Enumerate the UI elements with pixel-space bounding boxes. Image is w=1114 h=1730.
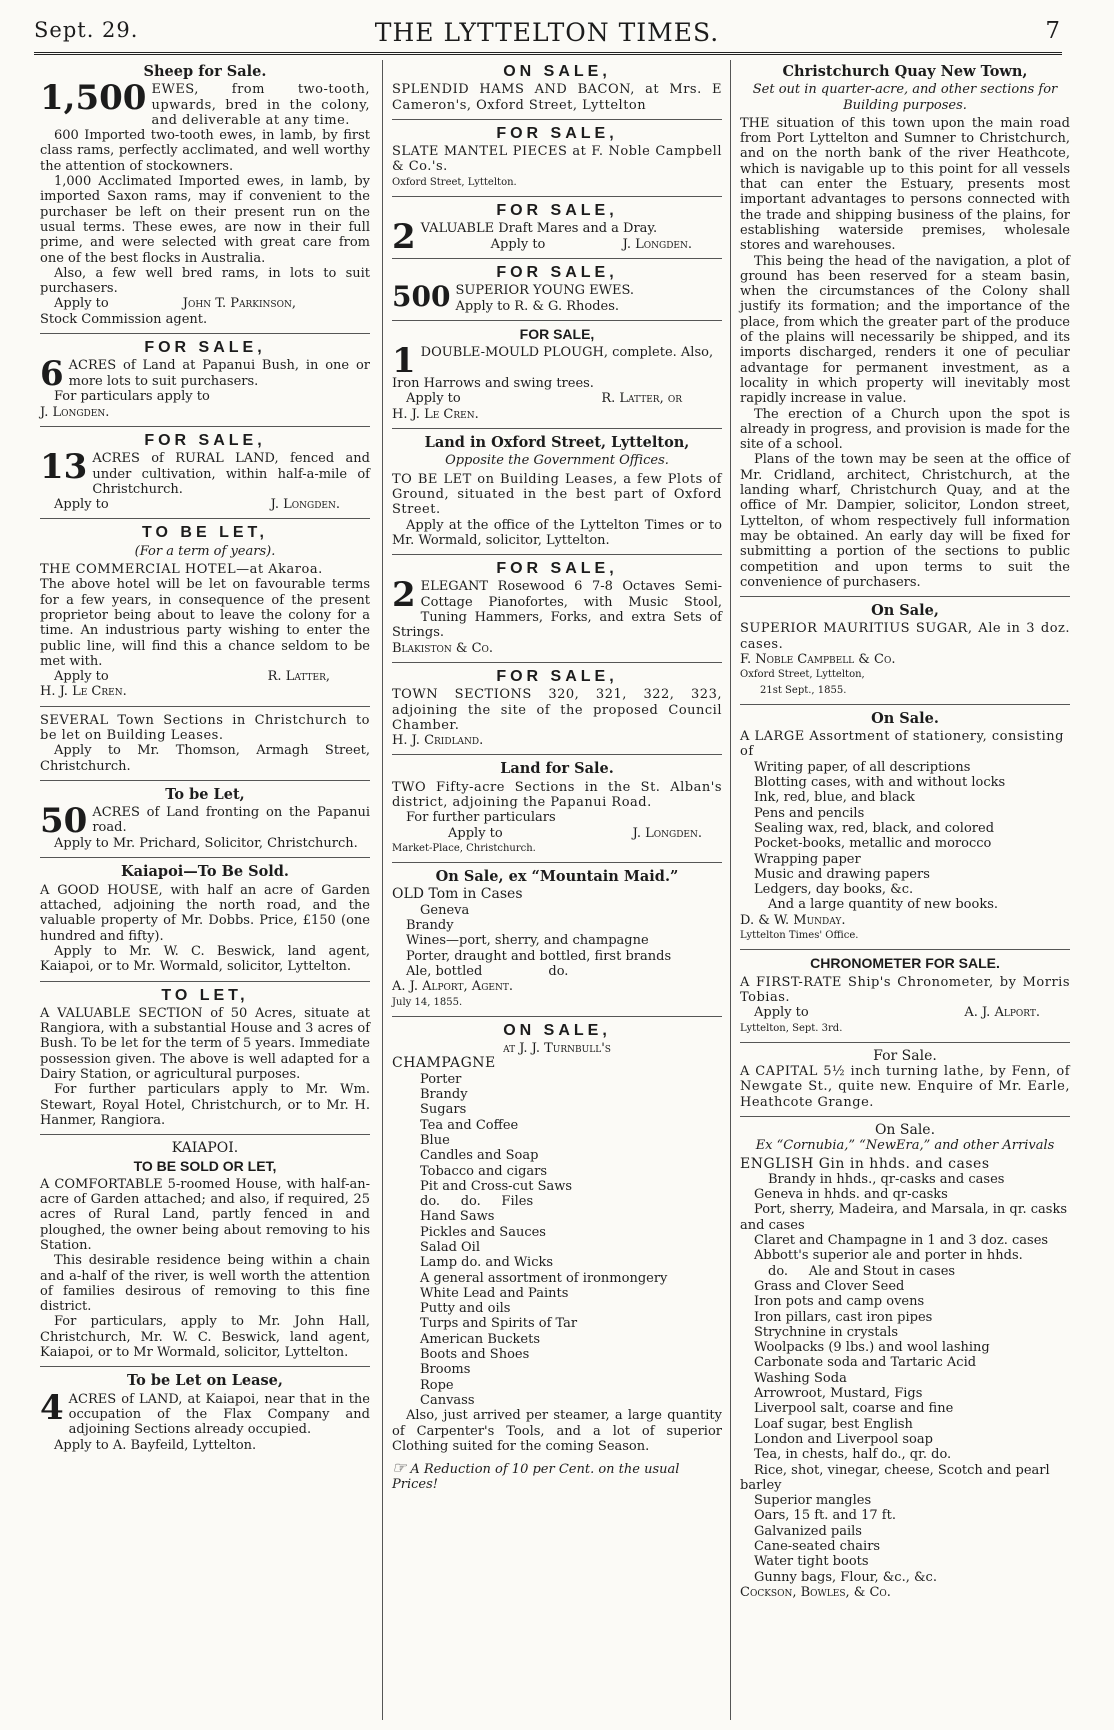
divider [392, 119, 722, 120]
masthead [34, 18, 1060, 46]
ad-heading: FOR SALE, [519, 325, 595, 342]
ad-subheading: at J. J. Turnbull's [503, 1041, 611, 1057]
ad-plough [392, 327, 722, 422]
list-item: A general assortment of ironmongery [420, 1270, 668, 1286]
ad-heading: Kaiapoi—To Be Sold. [121, 863, 289, 881]
ad-turnbull [392, 1023, 722, 1493]
ad-town-sections [40, 713, 370, 774]
list-item: Ledgers, day books, &c. [754, 882, 914, 898]
ad-contact: J. Longden. [622, 236, 692, 252]
ad-text: SPLENDID HAMS AND BACON, at Mrs. E Cameron's, Oxford Street, Lyttelton [392, 82, 722, 113]
divider [392, 428, 722, 429]
divider [740, 1042, 1070, 1043]
ad-heading: On Sale, [871, 602, 939, 620]
ad-contact: John T. Parkinson, [182, 296, 296, 312]
list-item: And a large quantity of new books. [768, 897, 999, 913]
ad-apply: Apply to [490, 236, 546, 252]
list-item: Brandy [420, 1087, 468, 1103]
list-item: Galvanized pails [754, 1523, 862, 1539]
ad-text: TOWN SECTIONS 320, 321, 322, 323, adjoining the site of the proposed Council Chamber. [392, 687, 722, 733]
ad-number: 1 [392, 341, 416, 382]
list-item: Brooms [420, 1362, 471, 1378]
list-item: Sealing wax, red, black, and colored [754, 820, 995, 836]
page-number: 7 [1045, 18, 1060, 44]
ad-oxford-street [392, 435, 722, 548]
ad-text: A CAPITAL 5½ inch turning lathe, by Fenn, of Newgate St., quite new. Enquire of Mr. Earle, Heathcote Grange. [740, 1064, 1070, 1110]
ad-sheep [40, 64, 370, 327]
list-item: Tobacco and cigars [420, 1163, 548, 1179]
ad-text: 1,000 Acclimated Imported ewes, in lamb, by imported Saxon rams, may if convenient to the purchaser be left on their present run on the usual terms. These ewes, are now in their full prime, and were selected with great care from one of the best flocks in Australia. [40, 174, 370, 266]
list-item: Porter [420, 1071, 462, 1087]
ad-text: Also, a few well bred rams, in lots to suit purchasers. [40, 265, 370, 297]
divider [740, 704, 1070, 705]
list-item: Pens and pencils [754, 805, 865, 821]
ad-mountain-maid [392, 869, 722, 1010]
ad-heading: FOR SALE, [496, 560, 618, 578]
divider [40, 518, 370, 519]
ad-apply: Apply to [406, 391, 461, 407]
divider [40, 706, 370, 707]
ad-kaiapoi-house [40, 1141, 370, 1360]
ad-heading: ON SALE, [503, 63, 611, 80]
ad-contact: Cockson, Bowles, & Co. [740, 1584, 891, 1600]
divider [40, 426, 370, 427]
list-item: Loaf sugar, best English [754, 1416, 913, 1432]
list-item: Pocket-books, metallic and morocco [754, 836, 992, 852]
ad-contact: Blakiston & Co. [392, 640, 494, 656]
ad-text: ACRES of LAND, at Kaiapoi, near that in the occupation of the Flax Company and adjoining Sections already occupied. [68, 1391, 370, 1438]
ad-subheading: Ex “Cornubia,” “NewEra,” and other Arrivals [755, 1138, 1055, 1154]
ad-mauritius-sugar [740, 603, 1070, 698]
ad-contact: H. J. Le Cren. [40, 684, 127, 700]
ad-contact: R. Latter, [267, 669, 330, 685]
ad-number: 4 [40, 1387, 64, 1428]
ad-number: 2 [392, 217, 416, 258]
column-1 [40, 62, 370, 1458]
list-item: Brandy in hhds., qr-casks and cases [768, 1171, 1005, 1187]
ad-text: TO BE LET on Building Leases, a few Plots of Ground, situated in the best part of Oxford Street. [392, 471, 722, 518]
list-item: Porter, draught and bottled, first brands [406, 948, 672, 964]
ad-text: VALUABLE Draft Mares and a Dray. [420, 221, 658, 237]
ad-contact: H. J. Le Cren. [392, 406, 479, 422]
column-rule [730, 60, 731, 1720]
ad-town-sections-sale [392, 669, 722, 748]
divider [392, 554, 722, 555]
ad-text: For further particulars [406, 810, 556, 826]
ad-address: Market-Place, Christchurch. [392, 842, 536, 854]
pointing-hand-icon: ☞ [392, 1458, 407, 1478]
divider [392, 1016, 722, 1017]
ad-address: Oxford Street, Lyttelton, [740, 669, 865, 681]
ad-text: ELEGANT Rosewood 6 7-8 Octaves Semi-Cottage Pianofortes, with Music Stool, Tuning Hammers, Forks, and extra Sets of Strings. [392, 579, 722, 641]
divider [40, 333, 370, 334]
list-item: Candles and Soap [420, 1148, 539, 1164]
divider [392, 258, 722, 259]
ad-subheading: Set out in quarter-acre, and other sections for Building purposes. [752, 82, 1058, 113]
ad-apply: Apply to R. & G. Rhodes. [455, 298, 620, 314]
top-rule [34, 52, 1062, 57]
list-item: Carbonate soda and Tartaric Acid [754, 1355, 977, 1371]
ad-contact: R. Latter, or [601, 391, 682, 407]
ad-apply: Apply to Mr. Prichard, Solicitor, Christchurch. [54, 836, 358, 852]
issue-date: Sept. 29. [34, 18, 139, 42]
ad-heading: FOR SALE, [144, 431, 266, 449]
list-item: Blue [420, 1132, 450, 1148]
ad-heading: To be Let, [165, 785, 245, 803]
ad-number: 50 [40, 801, 88, 842]
ad-apply: For further particulars apply to Mr. Wm. Stewart, Royal Hotel, Christchurch, or to Mr. H. Hanmer, Rangiora. [40, 1082, 370, 1128]
ad-text: Iron Harrows and swing trees. [392, 376, 594, 392]
ad-apply: For particulars, apply to Mr. John Hall, Christchurch, Mr. W. C. Beswick, land agent, Kaiapoi, or to Mr Wormald, solicitor, Lyttelton. [40, 1314, 370, 1361]
ad-heading: TO LET, [161, 986, 249, 1004]
divider [740, 596, 1070, 597]
list-item: Strychnine in crystals [754, 1324, 899, 1340]
ad-text: SLATE MANTEL PIECES at F. Noble Campbell & Co.'s. [392, 144, 722, 175]
ad-text: This desirable residence being within a chain and a-half of the river, is well worth the attention of families desirous of removing to this fine district. [40, 1253, 370, 1315]
ad-address: Lyttelton Times' Office. [740, 930, 859, 942]
ad-text: A COMFORTABLE 5-roomed House, with half-an-acre of Garden attached; and also, if required, 25 acres of Rural Land, partly fenced in and ploughed, the owner being about removing to his Station. [40, 1176, 370, 1253]
ad-number: 6 [40, 354, 64, 395]
list-item: Iron pots and camp ovens [754, 1294, 925, 1310]
list-item: Claret and Champagne in 1 and 3 doz. cases [754, 1233, 1049, 1249]
ad-heading: FOR SALE, [144, 339, 266, 357]
ad-pianofortes [392, 561, 722, 656]
ad-apply: Apply to Mr. W. C. Beswick, land agent, Kaiapoi, or to Mr. Wormald, solicitor, Lyttelton. [40, 943, 370, 975]
ad-apply: Apply to [754, 1005, 809, 1021]
list-item: Grass and Clover Seed [754, 1278, 905, 1294]
divider [392, 196, 722, 197]
ad-text: This being the head of the navigation, a plot of ground has been reserved for a steam basin, when the circumstances of the Colony shall justify its formation; and the importance of the place, from which the greater part of the produce of the plains will necessarily be shipped, and its imports discharged, renders it one of peculiar advantage for permanent investment, as a locality in which property will inevitably most rapidly increase in value. [740, 253, 1070, 407]
ad-heading: On Sale. [874, 1122, 936, 1138]
ad-text: TWO Fifty-acre Sections in the St. Alban's district, adjoining the Papanui Road. [392, 779, 722, 810]
ad-lease [40, 1373, 370, 1452]
divider [392, 754, 722, 755]
divider [392, 862, 722, 863]
ad-contact: D. & W. Munday. [740, 912, 846, 928]
ad-chronometer [740, 956, 1070, 1035]
list-item: Geneva in hhds. and qr-casks [754, 1187, 948, 1203]
divider [40, 981, 370, 982]
ad-let-50-acres [40, 787, 370, 852]
ad-text: A GOOD HOUSE, with half an acre of Garden attached, adjoining the north road, and the valuable property of Mr. Dobbs. Price, £150 (one hundred and fifty). [40, 882, 370, 944]
list-item: Pickles and Sauces [420, 1224, 546, 1240]
ad-text: A LARGE Assortment of stationery, consisting of [740, 729, 1064, 760]
ad-number: 500 [392, 280, 451, 314]
ad-contact: F. Noble Campbell & Co. [740, 651, 896, 667]
ad-contact: H. J. Cridland. [392, 733, 484, 749]
list-item: Turps and Spirits of Tar [420, 1316, 578, 1332]
ad-heading: To be Let on Lease, [127, 1372, 283, 1390]
list-item: Wrapping paper [754, 851, 861, 867]
list-item: Pit and Cross-cut Saws [420, 1178, 573, 1194]
ad-young-ewes [392, 265, 722, 314]
list-item: Oars, 15 ft. and 17 ft. [754, 1508, 896, 1524]
list-item: Rice, shot, vinegar, cheese, Scotch and pearl barley [740, 1462, 1050, 1493]
ad-mares [392, 202, 722, 258]
ad-christchurch-quay [740, 64, 1070, 590]
divider [392, 662, 722, 663]
ad-text: SUPERIOR YOUNG EWES. [455, 283, 635, 299]
ad-note: A Reduction of 10 per Cent. on the usual Prices! [392, 1462, 680, 1493]
ad-text: ACRES of Land at Papanui Bush, in one or more lots to suit purchasers. [68, 358, 370, 389]
ad-text: A FIRST-RATE Ship's Chronometer, by Morris Tobias. [740, 974, 1070, 1005]
ad-contact: A. J. Alport. [964, 1005, 1040, 1021]
ad-text: SEVERAL Town Sections in Christchurch to be let on Building Leases. [40, 712, 370, 743]
list-item: Washing Soda [754, 1370, 847, 1386]
ad-heading: TO BE LET, [142, 524, 268, 542]
ad-text: Plans of the town may be seen at the office of Mr. Cridland, architect, Christchurch, at the landing wharf, Christchurch Quay, and at the office of Mr. Dampier, solicitor, London street, Lyttelton, of whom respectively full information may be obtained. An early day will be fixed for submitting a portion of the sections to public competition and upon terms to suit the convenience of purchasers. [740, 452, 1070, 590]
ad-number: 1,500 [40, 78, 147, 119]
ad-sale-13-acres [40, 433, 370, 512]
list-item: Tea and Coffee [420, 1117, 519, 1133]
ad-contact: J. Longden. [632, 825, 702, 841]
list-item: Gunny bags, Flour, &c., &c. [754, 1569, 937, 1585]
divider [40, 857, 370, 858]
list-item: Blotting cases, with and without locks [754, 775, 1006, 791]
ad-heading: FOR SALE, [496, 667, 618, 685]
ad-text: THE situation of this town upon the main road from Port Lyttelton and Sumner to Christchurch, and on the north bank of the river Heathcote, which is navigable up to this point for all vessels that can enter the Estuary, presents most important advantages to persons connected with the trade and shipping business of the plains, for establishing waterside premises, wholesale stores and warehouses. [740, 115, 1070, 254]
ad-heading: Christchurch Quay New Town, [782, 63, 1028, 80]
divider [40, 1134, 370, 1135]
ad-heading: Land for Sale. [500, 760, 614, 778]
ad-text: ACRES of RURAL LAND, fenced and under cultivation, within half-a-mile of Christchurch. [92, 451, 370, 497]
ad-apply: Apply to [448, 825, 503, 841]
divider [740, 949, 1070, 950]
ad-text: SUPERIOR MAURITIUS SUGAR, Ale in 3 doz. cases. [740, 621, 1070, 652]
ad-sale-6-acres [40, 340, 370, 420]
list-item: Boots and Shoes [420, 1347, 530, 1363]
ad-apply: Apply at the office of the Lyttelton Times or to Mr. Wormald, solicitor, Lyttelton. [392, 517, 722, 548]
ad-apply: Apply to [54, 296, 109, 312]
ad-apply: Apply to A. Bayfeild, Lyttelton. [54, 1437, 257, 1453]
ad-land-sale [392, 761, 722, 856]
list-item: Ale, bottled do. [406, 963, 569, 979]
ad-stationery [740, 711, 1070, 943]
list-item: Port, sherry, Madeira, and Marsala, in qr. casks and cases [740, 1202, 1067, 1233]
ad-heading: On Sale. [871, 709, 939, 727]
list-item: Tea, in chests, half do., qr. do. [754, 1447, 952, 1463]
ad-heading: Sheep for Sale. [143, 63, 267, 80]
ad-text: A VALUABLE SECTION of 50 Acres, situate at Rangiora, with a substantial House and 3 acres of Bush. To be let for the term of 5 years. Immediate possession given. The above is well adapted for a Dairy Station, or agricultural purposes. [40, 1005, 370, 1083]
ad-text: DOUBLE-MOULD PLOUGH, complete. Also, [420, 345, 714, 361]
list-item: do. do. Files [420, 1194, 534, 1210]
ad-heading: FOR SALE, [496, 124, 618, 142]
ad-contact: A. J. Alport, Agent. [392, 979, 513, 995]
column-rule [382, 60, 383, 1720]
ad-subheading: (For a term of years). [134, 543, 276, 559]
list-item: Arrowroot, Mustard, Figs [754, 1386, 923, 1402]
list-item: White Lead and Paints [420, 1285, 569, 1301]
list-item: Music and drawing papers [754, 866, 930, 882]
ad-hams [392, 64, 722, 113]
ad-apply: Apply to Mr. Thomson, Armagh Street, Christchurch. [40, 743, 370, 774]
list-item: Wines—port, sherry, and champagne [406, 933, 649, 949]
divider [40, 780, 370, 781]
list-item: Writing paper, of all descriptions [754, 759, 971, 775]
ad-lathe [740, 1049, 1070, 1110]
ad-subheading: TO BE SOLD OR LET, [133, 1157, 277, 1174]
ad-to-let-section [40, 988, 370, 1129]
ad-text: ACRES of Land fronting on the Papanui road. [92, 805, 370, 836]
ad-heading: KAIAPOI. [171, 1140, 239, 1157]
list-item: Sugars [420, 1102, 467, 1118]
list-item: Brandy [406, 918, 454, 934]
ad-contact-title: Stock Commission agent. [40, 311, 208, 327]
ad-heading: FOR SALE, [496, 202, 618, 220]
list-item: London and Liverpool soap [754, 1431, 933, 1447]
ad-subheading: Opposite the Government Offices. [445, 453, 669, 469]
list-item: Liverpool salt, coarse and fine [754, 1401, 954, 1417]
ad-text: 600 Imported two-tooth ewes, in lamb, by first class rams, perfectly acclimated, and well worthy the attention of stockowners. [40, 128, 370, 174]
list-item: Ink, red, blue, and black [754, 790, 915, 806]
list-item: Abbott's superior ale and porter in hhds. [754, 1248, 1023, 1264]
ad-slate [392, 126, 722, 190]
ad-heading: ON SALE, [503, 1021, 611, 1039]
ad-contact: J. Longden. [40, 404, 110, 420]
list-item: OLD Tom in Cases [392, 886, 523, 903]
list-item: Iron pillars, cast iron pipes [754, 1309, 933, 1325]
ad-kaiapoi-sold [40, 864, 370, 974]
list-item: Geneva [420, 902, 470, 918]
list-item: CHAMPAGNE [392, 1055, 496, 1072]
ad-hotel [40, 525, 370, 699]
list-item: Superior mangles [754, 1493, 872, 1509]
list-item: Canvass [420, 1392, 475, 1408]
ad-text: EWES, from two-tooth, upwards, bred in the colony, and deliverable at any time. [151, 82, 370, 128]
ad-arrivals [740, 1123, 1070, 1600]
ad-heading: CHRONOMETER FOR SALE. [810, 955, 1000, 972]
ad-contact: J. Longden. [270, 497, 340, 513]
list-item: Water tight boots [754, 1554, 869, 1570]
ad-date: 21st Sept., 1855. [760, 684, 847, 696]
list-item: ENGLISH Gin in hhds. and cases [740, 1155, 990, 1172]
ad-heading: On Sale, ex “Mountain Maid.” [435, 868, 679, 886]
list-item: Rope [420, 1377, 454, 1393]
newspaper-title: THE LYTTELTON TIMES. [374, 18, 720, 47]
list-item: American Buckets [420, 1331, 540, 1347]
ad-address: Oxford Street, Lyttelton. [392, 176, 517, 188]
divider [740, 1116, 1070, 1117]
list-item: do. Ale and Stout in cases [768, 1263, 956, 1279]
ad-date: July 14, 1855. [392, 996, 463, 1008]
list-item: Putty and oils [420, 1301, 511, 1317]
ad-heading: For Sale. [873, 1047, 937, 1064]
ad-apply: For particulars apply to [54, 389, 210, 405]
ad-apply: Apply to [54, 497, 109, 513]
ad-number: 13 [40, 447, 88, 488]
list-item: Hand Saws [420, 1209, 495, 1225]
ad-text: The erection of a Church upon the spot is already in progress, and provision is made for the site of a school. [740, 406, 1070, 453]
ad-apply: Apply to [54, 669, 109, 685]
list-item: Cane-seated chairs [754, 1539, 881, 1555]
divider [40, 1366, 370, 1367]
ad-text: Also, just arrived per steamer, a large quantity of Carpenter's Tools, and a lot of superior Clothing suited for the coming Season. [392, 1408, 722, 1454]
ad-heading: Land in Oxford Street, Lyttelton, [424, 434, 690, 452]
divider [392, 320, 722, 321]
ad-text: The above hotel will be let on favourable terms for a few years, in consequence of the present proprietor being about to leave the colony for a time. An industrious party wishing to enter the public line, will find this a chance seldom to be met with. [40, 577, 370, 669]
ad-number: 2 [392, 575, 416, 616]
list-item: Lamp do. and Wicks [420, 1255, 554, 1271]
column-2 [392, 62, 722, 1498]
column-3 [740, 62, 1070, 1605]
list-item: Salad Oil [420, 1240, 480, 1255]
ad-date: Lyttelton, Sept. 3rd. [740, 1022, 843, 1034]
list-item: Woolpacks (9 lbs.) and wool lashing [754, 1340, 990, 1356]
ad-lead: THE COMMERCIAL HOTEL—at Akaroa. [40, 562, 323, 578]
ad-heading: FOR SALE, [496, 263, 618, 281]
